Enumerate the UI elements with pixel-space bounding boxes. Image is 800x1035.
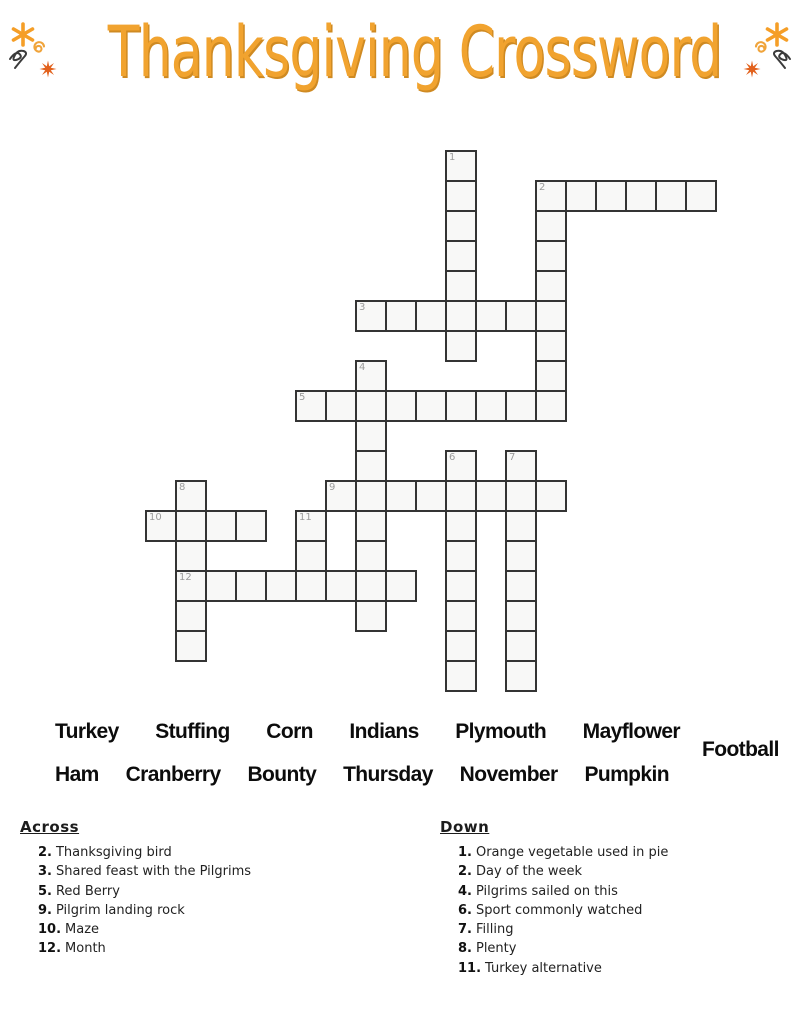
grid-cell[interactable]	[505, 390, 537, 422]
grid-cell[interactable]	[535, 210, 567, 242]
clue-text: Shared feast with the Pilgrims	[55, 864, 252, 880]
grid-cell[interactable]	[505, 480, 537, 512]
clue-number: 11.	[458, 960, 482, 976]
grid-cell[interactable]	[265, 570, 297, 602]
grid-cell[interactable]	[355, 300, 387, 332]
clue-item	[458, 939, 790, 958]
cell-number: 9	[329, 482, 336, 493]
clue-number: 2.	[458, 864, 472, 880]
clue-text: Sport commonly watched	[475, 902, 643, 918]
grid-cell[interactable]	[355, 600, 387, 632]
grid-cell[interactable]	[505, 600, 537, 632]
clue-number: 6.	[458, 902, 472, 918]
clue-item	[38, 843, 420, 862]
word-bank-item: Cranberry	[125, 763, 221, 786]
clue-item	[458, 920, 790, 939]
grid-cell[interactable]	[565, 180, 597, 212]
grid-cell[interactable]	[175, 630, 207, 662]
cell-number: 5	[299, 392, 306, 403]
grid-cell[interactable]	[235, 570, 267, 602]
grid-cell[interactable]	[655, 180, 687, 212]
clue-item	[458, 901, 790, 920]
clue-number: 10.	[38, 922, 62, 938]
word-bank-item: November	[459, 763, 558, 786]
clue-item	[38, 882, 420, 901]
word-bank-item: Pumpkin	[584, 763, 669, 786]
grid-cell[interactable]	[445, 660, 477, 692]
word-bank-item: Stuffing	[155, 720, 230, 743]
clue-item	[38, 862, 420, 881]
clue-number: 7.	[458, 922, 472, 938]
grid-cell[interactable]	[445, 330, 477, 362]
clue-item	[458, 862, 790, 881]
clue-number: 1.	[458, 845, 472, 860]
grid-cell[interactable]	[535, 390, 567, 422]
grid-cell[interactable]	[445, 450, 477, 482]
clue-text: Orange vegetable used in pie	[475, 845, 669, 860]
across-clue-list	[38, 843, 420, 959]
cell-number: 12	[179, 572, 192, 583]
down-clue-list	[458, 843, 790, 978]
cell-number: 11	[299, 512, 312, 523]
grid-cell[interactable]	[355, 360, 387, 392]
word-bank-item: Mayflower	[582, 720, 680, 743]
cell-number: 7	[509, 452, 516, 463]
cell-number: 1	[449, 152, 456, 163]
grid-cell[interactable]	[445, 270, 477, 302]
clue-item	[38, 920, 420, 939]
grid-cell[interactable]	[325, 570, 357, 602]
cell-number: 10	[149, 512, 162, 523]
grid-cell[interactable]	[535, 240, 567, 272]
word-bank-item: Plymouth	[455, 720, 547, 743]
clue-text: Maze	[65, 922, 100, 938]
down-heading: Down	[440, 818, 490, 836]
clue-number: 9.	[38, 902, 52, 918]
grid-cell[interactable]	[355, 450, 387, 482]
cell-number: 2	[539, 182, 546, 193]
across-heading: Across	[20, 818, 80, 836]
clue-item	[458, 959, 790, 978]
grid-cell[interactable]	[235, 510, 267, 542]
grid-cell[interactable]	[475, 480, 507, 512]
clue-item	[458, 843, 790, 862]
clue-text: Thanksgiving bird	[55, 845, 172, 860]
grid-cell[interactable]	[535, 330, 567, 362]
cell-number: 3	[359, 302, 366, 313]
grid-cell[interactable]	[385, 300, 417, 332]
grid-cell[interactable]	[415, 480, 447, 512]
clue-number: 2.	[38, 845, 52, 860]
grid-cell[interactable]	[445, 600, 477, 632]
grid-cell[interactable]	[535, 480, 567, 512]
grid-cell[interactable]	[445, 240, 477, 272]
grid-cell[interactable]	[385, 480, 417, 512]
grid-cell[interactable]	[475, 300, 507, 332]
squiggle-icon	[774, 51, 790, 68]
grid-cell[interactable]	[325, 480, 357, 512]
grid-cell[interactable]	[505, 540, 537, 572]
clue-text: Turkey alternative	[485, 960, 602, 976]
grid-cell[interactable]	[205, 570, 237, 602]
grid-cell[interactable]	[505, 300, 537, 332]
grid-cell[interactable]	[475, 390, 507, 422]
grid-cell[interactable]	[385, 570, 417, 602]
down-clues-section	[440, 818, 790, 978]
asterisk-icon	[768, 24, 787, 45]
clue-number: 4.	[458, 883, 472, 899]
cell-number: 6	[449, 452, 456, 463]
clue-text: Plenty	[475, 941, 517, 957]
word-bank-row-1	[55, 720, 680, 744]
word-bank-item: Indians	[349, 720, 419, 743]
grid-cell[interactable]	[295, 390, 327, 422]
grid-cell[interactable]	[535, 270, 567, 302]
word-bank-item: Football	[702, 738, 779, 761]
word-bank-item: Turkey	[55, 720, 119, 743]
grid-cell[interactable]	[445, 630, 477, 662]
title-decoration-right	[738, 22, 792, 80]
grid-cell[interactable]	[505, 630, 537, 662]
grid-cell[interactable]	[415, 390, 447, 422]
grid-cell[interactable]	[355, 510, 387, 542]
crossword-grid	[145, 150, 717, 692]
page-title-text: Thanksgiving Crossword	[107, 11, 722, 93]
word-bank-item: Thursday	[343, 763, 433, 786]
word-bank-item: Corn	[266, 720, 313, 743]
grid-cell[interactable]	[175, 540, 207, 572]
page-title	[0, 2, 800, 102]
clue-item	[38, 939, 420, 958]
grid-cell[interactable]	[445, 540, 477, 572]
clue-text: Filling	[475, 922, 514, 938]
grid-cell[interactable]	[535, 300, 567, 332]
grid-cell[interactable]	[175, 570, 207, 602]
grid-cell[interactable]	[505, 510, 537, 542]
cell-number: 8	[179, 482, 186, 493]
starburst-icon	[744, 61, 761, 78]
clue-item	[458, 882, 790, 901]
grid-cell[interactable]	[205, 510, 237, 542]
clue-text: Pilgrims sailed on this	[475, 883, 618, 899]
grid-cell[interactable]	[295, 540, 327, 572]
grid-cell[interactable]	[295, 570, 327, 602]
grid-cell[interactable]	[445, 150, 477, 182]
grid-cell[interactable]	[355, 540, 387, 572]
clue-text: Pilgrim landing rock	[55, 902, 185, 918]
grid-cell[interactable]	[505, 450, 537, 482]
spiral-icon	[756, 42, 766, 52]
grid-cell[interactable]	[175, 480, 207, 512]
word-bank-row-2	[55, 763, 669, 787]
grid-cell[interactable]	[355, 390, 387, 422]
clue-text: Month	[65, 941, 106, 957]
word-bank-item: Bounty	[247, 763, 317, 786]
clue-item	[38, 901, 420, 920]
grid-cell[interactable]	[445, 300, 477, 332]
grid-cell[interactable]	[145, 510, 177, 542]
grid-cell[interactable]	[595, 180, 627, 212]
grid-cell[interactable]	[685, 180, 717, 212]
clue-number: 8.	[458, 941, 472, 957]
grid-cell[interactable]	[295, 510, 327, 542]
grid-cell[interactable]	[445, 390, 477, 422]
grid-cell[interactable]	[445, 510, 477, 542]
word-bank-item: Ham	[55, 763, 99, 786]
grid-cell[interactable]	[535, 180, 567, 212]
grid-cell[interactable]	[535, 360, 567, 392]
grid-cell[interactable]	[355, 420, 387, 452]
grid-cell[interactable]	[415, 300, 447, 332]
grid-cell[interactable]	[505, 570, 537, 602]
grid-cell[interactable]	[355, 480, 387, 512]
grid-cell[interactable]	[325, 390, 357, 422]
grid-cell[interactable]	[445, 180, 477, 212]
grid-cell[interactable]	[385, 390, 417, 422]
clue-number: 3.	[38, 864, 52, 880]
grid-cell[interactable]	[625, 180, 657, 212]
grid-cell[interactable]	[445, 570, 477, 602]
clue-text: Red Berry	[55, 883, 120, 899]
across-clues-section	[20, 818, 420, 959]
grid-cell[interactable]	[445, 480, 477, 512]
clue-number: 5.	[38, 883, 52, 899]
cell-number: 4	[359, 362, 366, 373]
grid-cell[interactable]	[355, 570, 387, 602]
grid-cell[interactable]	[505, 660, 537, 692]
clue-number: 12.	[38, 941, 62, 957]
grid-cell[interactable]	[445, 210, 477, 242]
grid-cell[interactable]	[175, 510, 207, 542]
grid-cell[interactable]	[175, 600, 207, 632]
clue-text: Day of the week	[475, 864, 583, 880]
